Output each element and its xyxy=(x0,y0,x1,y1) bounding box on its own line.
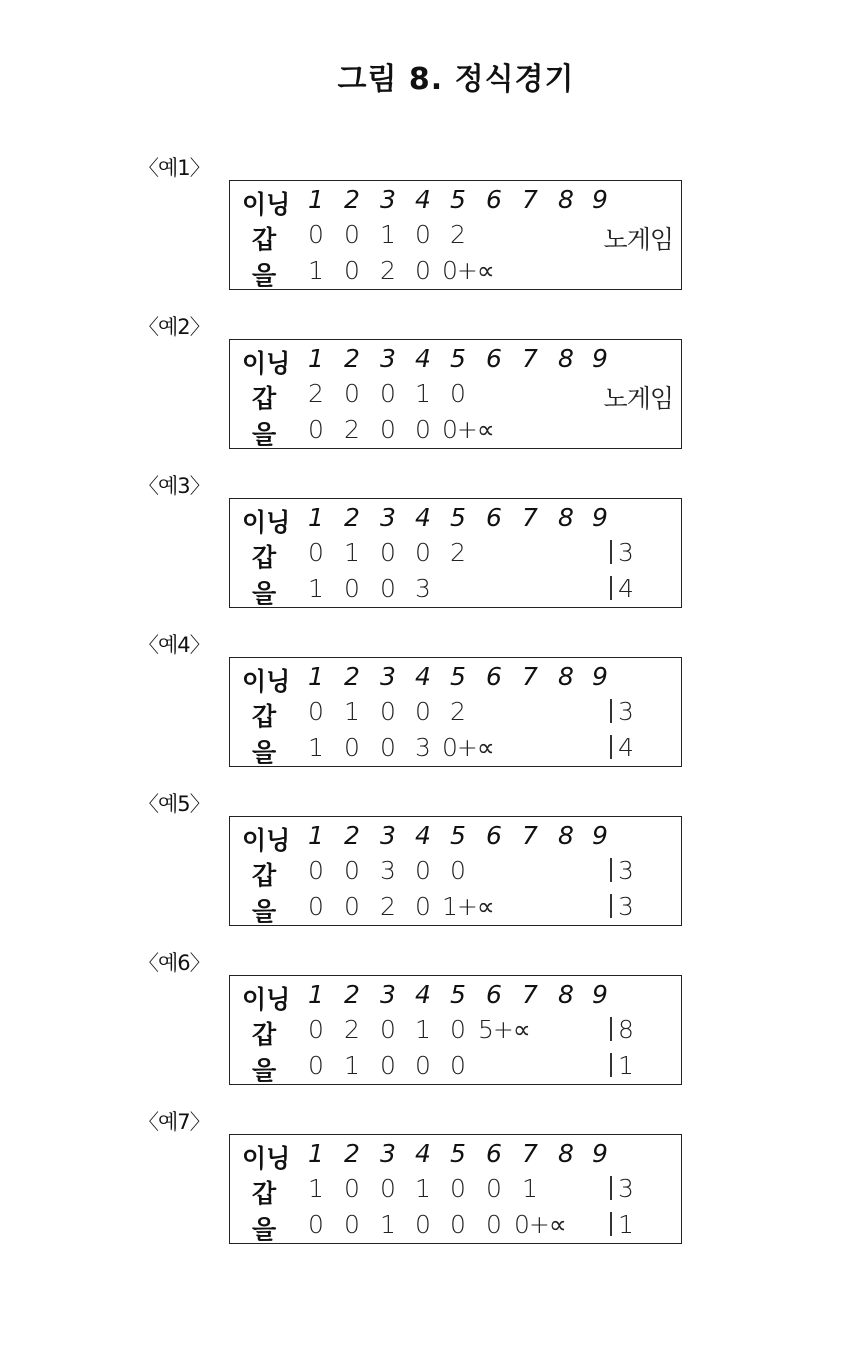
inning-number: 7 xyxy=(522,821,538,850)
total-score xyxy=(610,733,634,762)
team-eul-row xyxy=(230,256,683,292)
total-value: 1 xyxy=(618,1051,634,1080)
inning-number: 5 xyxy=(450,185,466,214)
inning-score: 0 xyxy=(415,415,431,444)
inning-number: 2 xyxy=(344,344,360,373)
team-label: 갑 xyxy=(252,543,277,572)
inning-score: 2 xyxy=(450,220,466,249)
inning-number: 5 xyxy=(450,821,466,850)
inning-score: 0 xyxy=(380,697,396,726)
ongoing-inning-score: 0+∝ xyxy=(442,415,494,444)
inning-number: 7 xyxy=(522,1139,538,1168)
inning-header-label: 이닝 xyxy=(242,1144,291,1173)
example-label: 〈예1〉 xyxy=(138,156,210,180)
total-value: 3 xyxy=(618,856,634,885)
inning-number: 9 xyxy=(592,662,608,691)
total-separator xyxy=(610,894,612,918)
inning-number: 8 xyxy=(558,503,574,532)
inning-score: 2 xyxy=(344,1015,360,1044)
inning-header-row xyxy=(230,662,683,698)
team-label: 갑 xyxy=(252,861,277,890)
example-label: 〈예3〉 xyxy=(138,474,210,498)
inning-number: 3 xyxy=(380,1139,396,1168)
inning-number: 3 xyxy=(380,821,396,850)
inning-score: 0 xyxy=(380,733,396,762)
inning-score: 0 xyxy=(344,220,360,249)
example-block xyxy=(138,470,698,620)
inning-score: 2 xyxy=(380,892,396,921)
ongoing-inning-score: 5+∝ xyxy=(478,1015,530,1044)
inning-number: 1 xyxy=(308,821,324,850)
inning-number: 3 xyxy=(380,503,396,532)
inning-score: 0 xyxy=(380,415,396,444)
team-label: 을 xyxy=(252,261,277,290)
team-gap-row xyxy=(230,379,683,415)
inning-number: 9 xyxy=(592,344,608,373)
inning-score: 0 xyxy=(415,697,431,726)
inning-score: 0 xyxy=(308,415,324,444)
team-label: 갑 xyxy=(252,225,277,254)
inning-number: 2 xyxy=(344,1139,360,1168)
inning-number: 1 xyxy=(308,185,324,214)
inning-number: 5 xyxy=(450,1139,466,1168)
scoreboard-box xyxy=(229,339,682,449)
inning-number: 5 xyxy=(450,503,466,532)
total-score xyxy=(610,574,634,603)
team-gap-row xyxy=(230,220,683,256)
inning-number: 6 xyxy=(486,821,502,850)
inning-number: 6 xyxy=(486,185,502,214)
inning-score: 0 xyxy=(380,1174,396,1203)
inning-score: 0 xyxy=(450,1210,466,1239)
inning-number: 9 xyxy=(592,821,608,850)
example-block xyxy=(138,788,698,938)
inning-header-label: 이닝 xyxy=(242,985,291,1014)
inning-number: 4 xyxy=(415,503,431,532)
inning-score: 0 xyxy=(486,1174,502,1203)
inning-score: 1 xyxy=(380,220,396,249)
team-gap-row xyxy=(230,697,683,733)
inning-number: 2 xyxy=(344,980,360,1009)
inning-score: 2 xyxy=(450,538,466,567)
inning-number: 3 xyxy=(380,662,396,691)
team-label: 갑 xyxy=(252,1179,277,1208)
example-block xyxy=(138,152,698,302)
total-separator xyxy=(610,1212,612,1236)
inning-number: 7 xyxy=(522,185,538,214)
inning-score: 1 xyxy=(380,1210,396,1239)
example-block xyxy=(138,947,698,1097)
inning-number: 3 xyxy=(380,185,396,214)
scoreboard-box xyxy=(229,975,682,1085)
inning-score: 0 xyxy=(450,1015,466,1044)
inning-score: 0 xyxy=(380,574,396,603)
inning-number: 2 xyxy=(344,821,360,850)
inning-header-label: 이닝 xyxy=(242,349,291,378)
inning-score: 0 xyxy=(308,1210,324,1239)
no-game-note: 노게임 xyxy=(603,225,673,254)
inning-number: 9 xyxy=(592,503,608,532)
inning-score: 3 xyxy=(415,733,431,762)
scoreboard-box xyxy=(229,1134,682,1244)
total-score xyxy=(610,1210,634,1239)
team-eul-row xyxy=(230,1210,683,1246)
total-value: 4 xyxy=(618,574,634,603)
inning-score: 1 xyxy=(344,538,360,567)
inning-score: 0 xyxy=(308,538,324,567)
total-separator xyxy=(610,540,612,564)
scoreboard-box xyxy=(229,816,682,926)
inning-score: 0 xyxy=(344,574,360,603)
inning-score: 0 xyxy=(344,892,360,921)
inning-score: 0 xyxy=(308,697,324,726)
inning-score: 0 xyxy=(415,256,431,285)
total-score xyxy=(610,892,634,921)
inning-number: 3 xyxy=(380,344,396,373)
inning-number: 2 xyxy=(344,185,360,214)
total-value: 4 xyxy=(618,733,634,762)
team-label: 갑 xyxy=(252,384,277,413)
inning-score: 0 xyxy=(415,1210,431,1239)
inning-number: 7 xyxy=(522,662,538,691)
inning-score: 0 xyxy=(308,892,324,921)
inning-score: 0 xyxy=(344,1210,360,1239)
total-score xyxy=(610,697,634,726)
team-eul-row xyxy=(230,1051,683,1087)
total-separator xyxy=(610,576,612,600)
team-gap-row xyxy=(230,538,683,574)
example-label: 〈예4〉 xyxy=(138,633,210,657)
inning-number: 7 xyxy=(522,344,538,373)
inning-score: 1 xyxy=(415,379,431,408)
inning-score: 1 xyxy=(308,1174,324,1203)
team-label: 을 xyxy=(252,1056,277,1085)
inning-number: 2 xyxy=(344,662,360,691)
inning-header-row xyxy=(230,344,683,380)
total-value: 3 xyxy=(618,697,634,726)
total-score xyxy=(610,1051,634,1080)
example-label: 〈예6〉 xyxy=(138,951,210,975)
inning-number: 4 xyxy=(415,980,431,1009)
inning-number: 4 xyxy=(415,662,431,691)
inning-number: 1 xyxy=(308,344,324,373)
inning-score: 0 xyxy=(308,220,324,249)
inning-score: 2 xyxy=(380,256,396,285)
inning-score: 0 xyxy=(415,892,431,921)
inning-score: 1 xyxy=(308,256,324,285)
total-separator xyxy=(610,735,612,759)
team-label: 을 xyxy=(252,1215,277,1244)
team-eul-row xyxy=(230,892,683,928)
example-block xyxy=(138,1106,698,1256)
team-eul-row xyxy=(230,574,683,610)
inning-header-label: 이닝 xyxy=(242,190,291,219)
inning-number: 7 xyxy=(522,503,538,532)
inning-score: 0 xyxy=(415,220,431,249)
total-value: 3 xyxy=(618,538,634,567)
inning-number: 3 xyxy=(380,980,396,1009)
inning-score: 0 xyxy=(344,1174,360,1203)
team-label: 갑 xyxy=(252,1020,277,1049)
example-block xyxy=(138,311,698,461)
inning-score: 3 xyxy=(380,856,396,885)
inning-score: 0 xyxy=(380,379,396,408)
total-value: 8 xyxy=(618,1015,634,1044)
inning-header-label: 이닝 xyxy=(242,667,291,696)
inning-score: 0 xyxy=(415,856,431,885)
inning-score: 0 xyxy=(308,1051,324,1080)
inning-score: 0 xyxy=(344,379,360,408)
inning-number: 8 xyxy=(558,980,574,1009)
inning-score: 0 xyxy=(344,256,360,285)
team-eul-row xyxy=(230,733,683,769)
inning-score: 0 xyxy=(450,1174,466,1203)
team-gap-row xyxy=(230,1015,683,1051)
inning-score: 0 xyxy=(380,538,396,567)
inning-number: 5 xyxy=(450,344,466,373)
inning-score: 1 xyxy=(344,1051,360,1080)
ongoing-inning-score: 0+∝ xyxy=(442,733,494,762)
inning-score: 1 xyxy=(415,1174,431,1203)
inning-header-row xyxy=(230,185,683,221)
inning-score: 0 xyxy=(415,538,431,567)
inning-header-row xyxy=(230,980,683,1016)
inning-header-row xyxy=(230,503,683,539)
inning-score: 0 xyxy=(450,1051,466,1080)
inning-score: 3 xyxy=(415,574,431,603)
total-separator xyxy=(610,1053,612,1077)
inning-number: 6 xyxy=(486,1139,502,1168)
inning-score: 0 xyxy=(380,1051,396,1080)
inning-score: 0 xyxy=(486,1210,502,1239)
inning-score: 0 xyxy=(450,856,466,885)
inning-number: 8 xyxy=(558,662,574,691)
team-gap-row xyxy=(230,856,683,892)
example-label: 〈예5〉 xyxy=(138,792,210,816)
inning-header-row xyxy=(230,821,683,857)
inning-number: 9 xyxy=(592,185,608,214)
inning-number: 1 xyxy=(308,980,324,1009)
inning-score: 0 xyxy=(308,1015,324,1044)
inning-score: 1 xyxy=(308,574,324,603)
total-separator xyxy=(610,1176,612,1200)
inning-header-label: 이닝 xyxy=(242,826,291,855)
inning-score: 1 xyxy=(522,1174,538,1203)
inning-number: 9 xyxy=(592,1139,608,1168)
inning-number: 6 xyxy=(486,344,502,373)
inning-number: 5 xyxy=(450,662,466,691)
ongoing-inning-score: 1+∝ xyxy=(442,892,494,921)
inning-number: 1 xyxy=(308,1139,324,1168)
inning-score: 1 xyxy=(344,697,360,726)
inning-score: 0 xyxy=(415,1051,431,1080)
example-label: 〈예7〉 xyxy=(138,1110,210,1134)
total-separator xyxy=(610,858,612,882)
total-value: 3 xyxy=(618,1174,634,1203)
inning-header-label: 이닝 xyxy=(242,508,291,537)
inning-number: 1 xyxy=(308,503,324,532)
team-eul-row xyxy=(230,415,683,451)
inning-number: 1 xyxy=(308,662,324,691)
scoreboard-box xyxy=(229,180,682,290)
inning-number: 8 xyxy=(558,1139,574,1168)
inning-score: 2 xyxy=(344,415,360,444)
scoreboard-box xyxy=(229,498,682,608)
no-game-note: 노게임 xyxy=(603,384,673,413)
team-label: 을 xyxy=(252,897,277,926)
inning-score: 0 xyxy=(344,856,360,885)
total-separator xyxy=(610,1017,612,1041)
inning-number: 6 xyxy=(486,980,502,1009)
ongoing-inning-score: 0+∝ xyxy=(442,256,494,285)
example-block xyxy=(138,629,698,779)
inning-number: 7 xyxy=(522,980,538,1009)
inning-score: 0 xyxy=(380,1015,396,1044)
total-score xyxy=(610,856,634,885)
inning-number: 4 xyxy=(415,1139,431,1168)
inning-number: 8 xyxy=(558,185,574,214)
team-label: 을 xyxy=(252,420,277,449)
team-label: 을 xyxy=(252,579,277,608)
figure-title: 그림 8. 정식경기 xyxy=(337,62,575,97)
total-score xyxy=(610,1174,634,1203)
inning-score: 2 xyxy=(450,697,466,726)
inning-number: 8 xyxy=(558,344,574,373)
total-score xyxy=(610,538,634,567)
team-label: 을 xyxy=(252,738,277,767)
ongoing-inning-score: 0+∝ xyxy=(514,1210,566,1239)
inning-number: 6 xyxy=(486,662,502,691)
inning-score: 0 xyxy=(450,379,466,408)
inning-number: 6 xyxy=(486,503,502,532)
team-label: 갑 xyxy=(252,702,277,731)
inning-number: 4 xyxy=(415,821,431,850)
total-separator xyxy=(610,699,612,723)
inning-score: 1 xyxy=(415,1015,431,1044)
inning-number: 4 xyxy=(415,185,431,214)
scoreboard-box xyxy=(229,657,682,767)
inning-number: 4 xyxy=(415,344,431,373)
total-score xyxy=(610,1015,634,1044)
inning-number: 5 xyxy=(450,980,466,1009)
team-gap-row xyxy=(230,1174,683,1210)
inning-score: 0 xyxy=(308,856,324,885)
example-label: 〈예2〉 xyxy=(138,315,210,339)
total-value: 1 xyxy=(618,1210,634,1239)
inning-number: 2 xyxy=(344,503,360,532)
inning-score: 2 xyxy=(308,379,324,408)
inning-number: 9 xyxy=(592,980,608,1009)
total-value: 3 xyxy=(618,892,634,921)
inning-score: 1 xyxy=(308,733,324,762)
inning-number: 8 xyxy=(558,821,574,850)
inning-score: 0 xyxy=(344,733,360,762)
inning-header-row xyxy=(230,1139,683,1175)
